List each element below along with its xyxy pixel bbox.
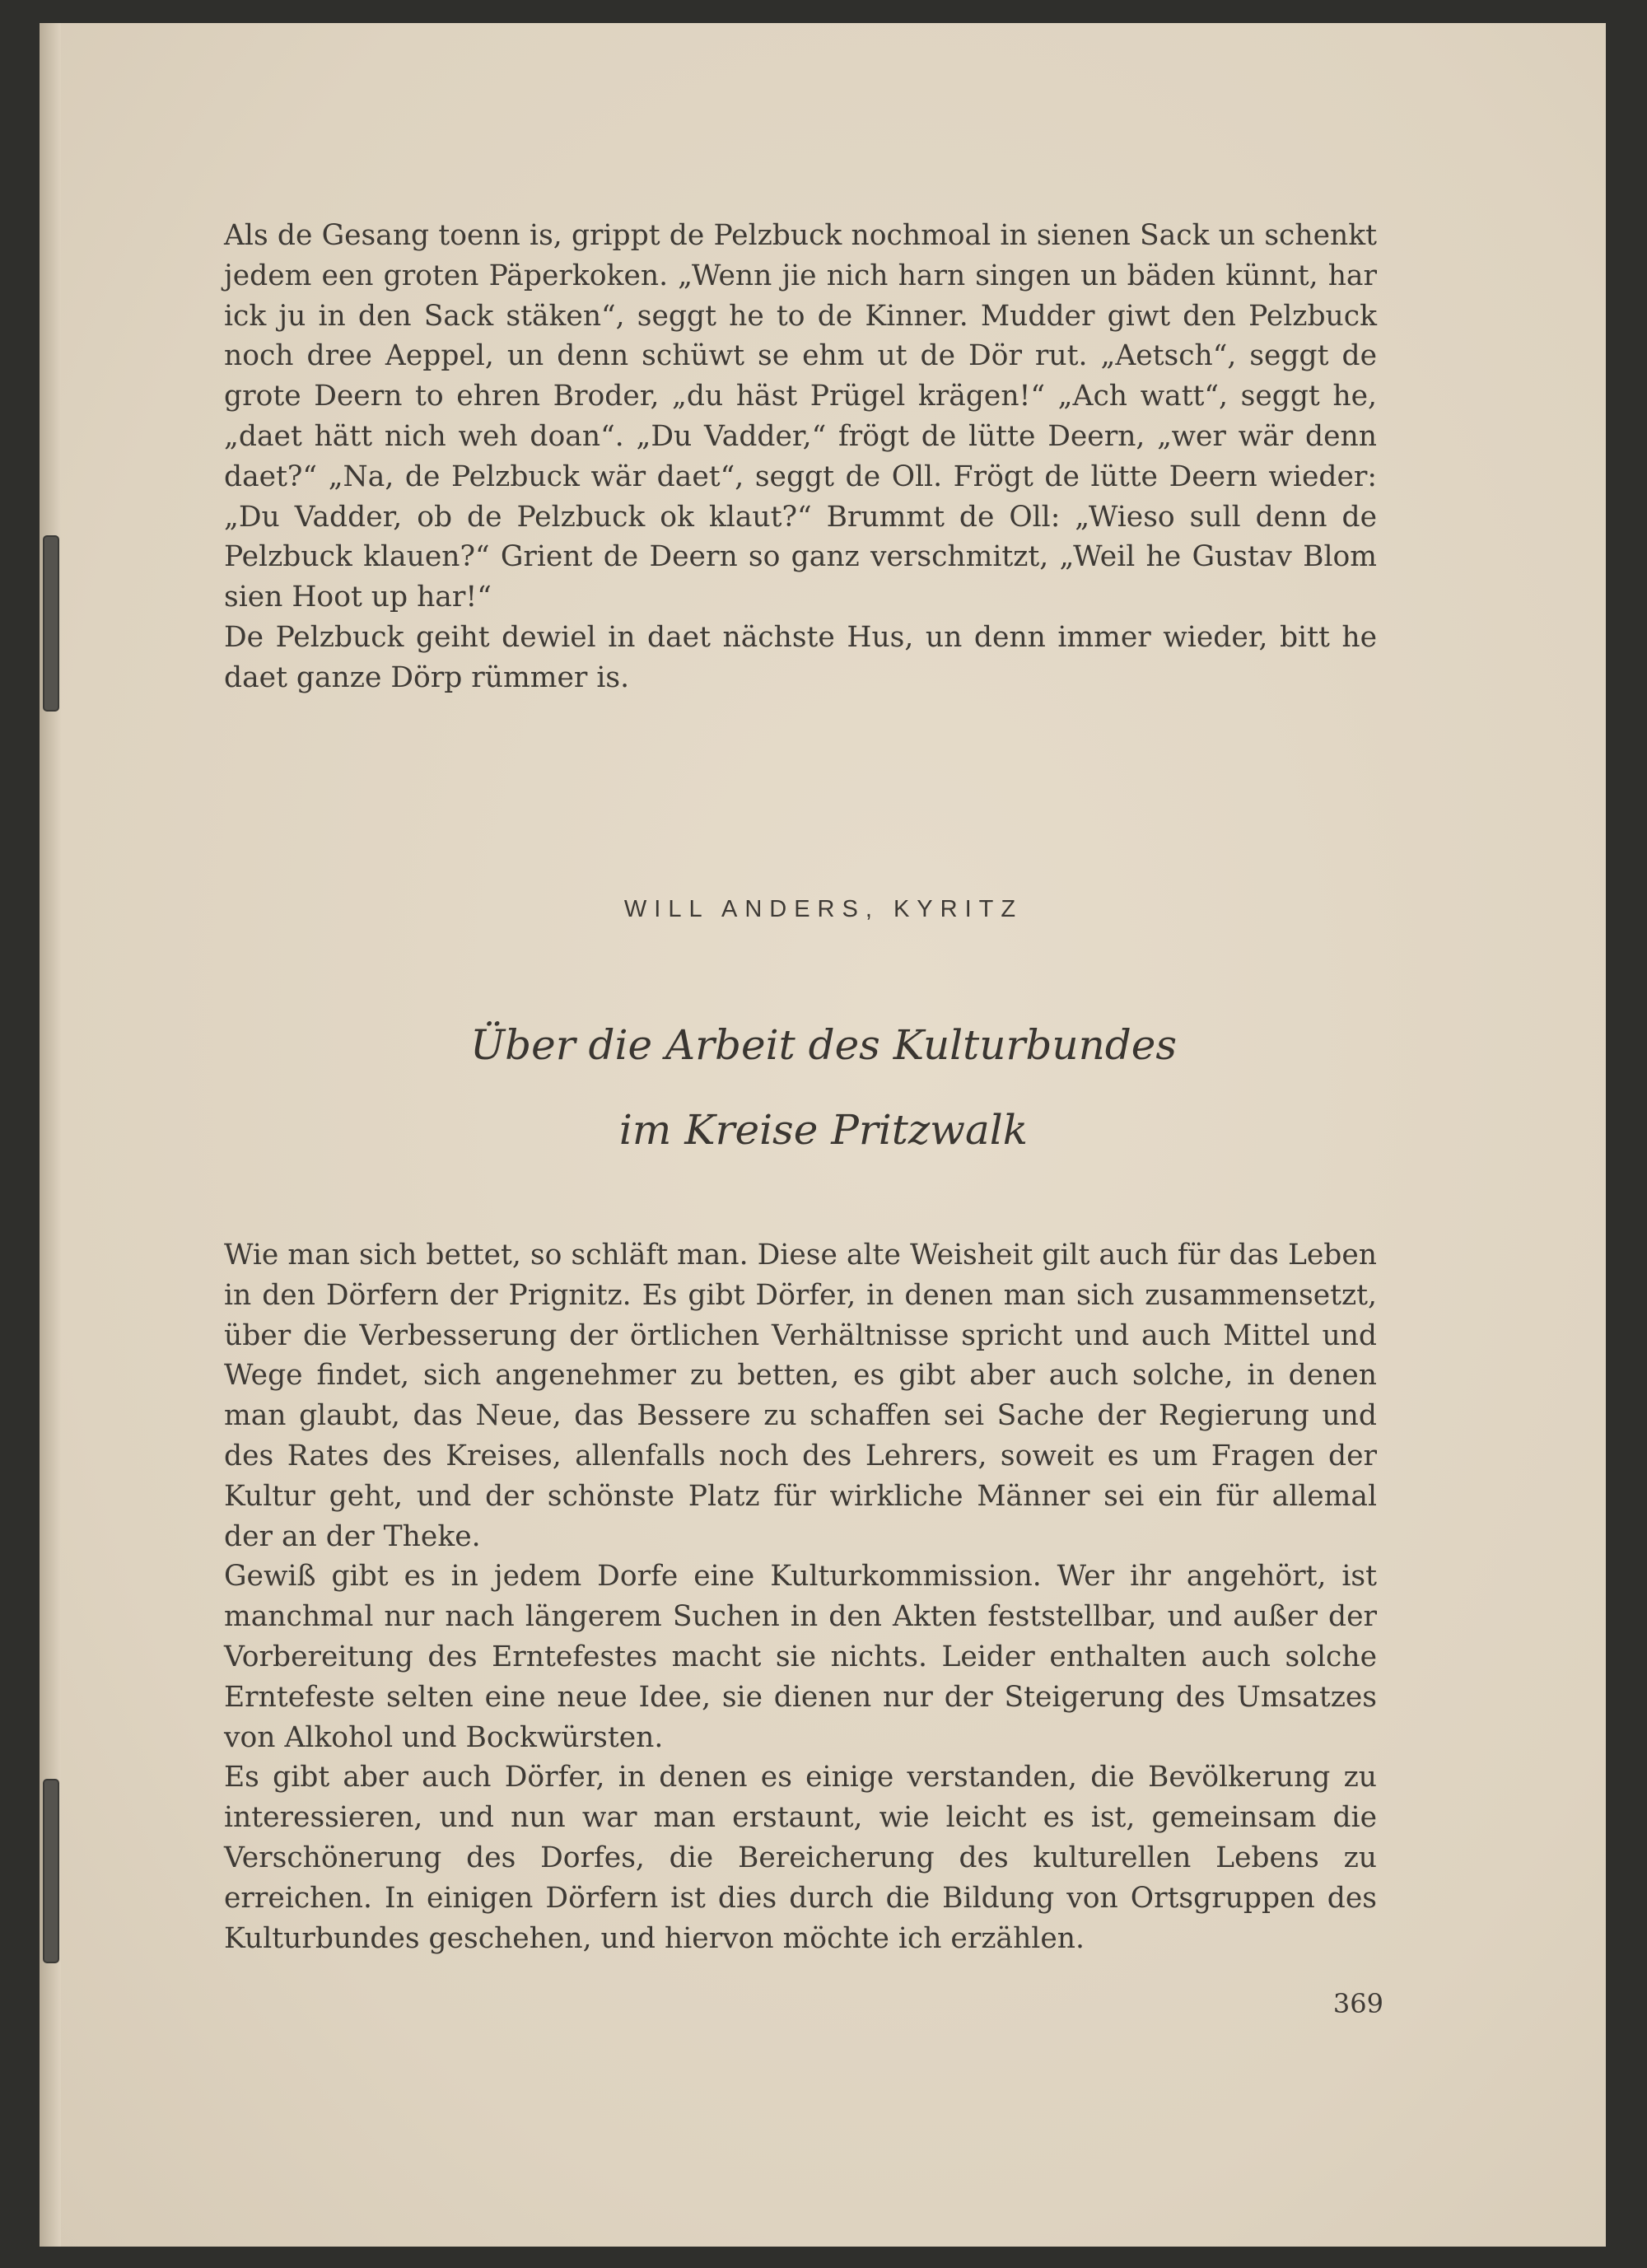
story-ending [224,216,1377,698]
page-number: 369 [1332,1988,1383,2019]
article-paragraph: Gewiß gibt es in jedem Dorfe eine Kulturkommission. Wer ihr angehört, ist manchmal nur nach längerem Suchen in den Akten feststellbar, und außer der Vorbereitung des Erntefestes macht sie nichts. Leider enthalten auch solche Erntefeste selten eine neue Idee, sie dienen nur der Steigerung des Umsatzes von Alkohol und Bockwürsten. [224,1560,1377,1754]
article-title-line-1: Über die Arbeit des Kulturbundes [469,1021,1178,1069]
article-author: WILL ANDERS, KYRITZ [623,896,1024,922]
staple-top [43,535,59,712]
story-paragraph: De Pelzbuck geiht dewiel in daet nächste Hus, un denn immer wieder, bitt he daet ganze Dörp rümmer is. [224,620,1377,694]
article-title-line-2: im Kreise Pritzwalk [618,1106,1029,1154]
article-paragraph: Wie man sich bettet, so schläft man. Diese alte Weisheit gilt auch für das Leben in den Dörfern der Prignitz. Es gibt Dörfer, in denen man sich zusammensetzt, über die Verbesserung der örtlichen Verhältnisse spricht und auch Mittel und Wege findet, sich angenehmer zu betten, es gibt aber auch solche, in denen man glaubt, das Neue, das Bessere zu schaffen sei Sache der Regierung und des Rates des Kreises, allenfalls noch des Lehrers, soweit es um Fragen der Kultur geht, und der schönste Platz für wirkliche Männer sei ein für allemal der an der Theke. [224,1239,1377,1553]
article-paragraph: Es gibt aber auch Dörfer, in denen es einige verstanden, die Bevölkerung zu interessieren, und nun war man erstaunt, wie leicht es ist, gemeinsam die Verschönerung des Dorfes, die Bereicherung des kulturellen Lebens zu erreichen. In einigen Dörfern ist dies durch die Bildung von Ortsgruppen des Kulturbundes geschehen, und hiervon möchte ich erzählen. [224,1761,1377,1955]
story-paragraph: Als de Gesang toenn is, grippt de Pelzbuck nochmoal in sienen Sack un schenkt jedem een groten Päperkoken. „Wenn jie nich harn singen un bäden künnt, har ick ju in den Sack stäken“, seggt he to de Kinner. Mudder giwt den Pelzbuck noch dree Aeppel, un denn schüwt se ehm ut de Dör rut. „Aetsch“, seggt de grote Deern to ehren Broder, „du häst Prügel krägen!“ „Ach watt“, seggt he, „daet hätt nich weh doan“. „Du Vadder,“ frögt de lütte Deern, „wer wär denn daet?“ „Na, de Pelzbuck wär daet“, seggt de Oll. Frögt de lütte Deern wieder: „Du Vadder, ob de Pelzbuck ok klaut?“ Brummt de Oll: „Wieso sull denn de Pelzbuck klauen?“ Grient de Deern so ganz verschmitzt, „Weil he Gustav Blom sien Hoot up har!“ [224,219,1377,614]
staple-bottom [43,1779,59,1963]
article-body [224,1235,1377,1958]
